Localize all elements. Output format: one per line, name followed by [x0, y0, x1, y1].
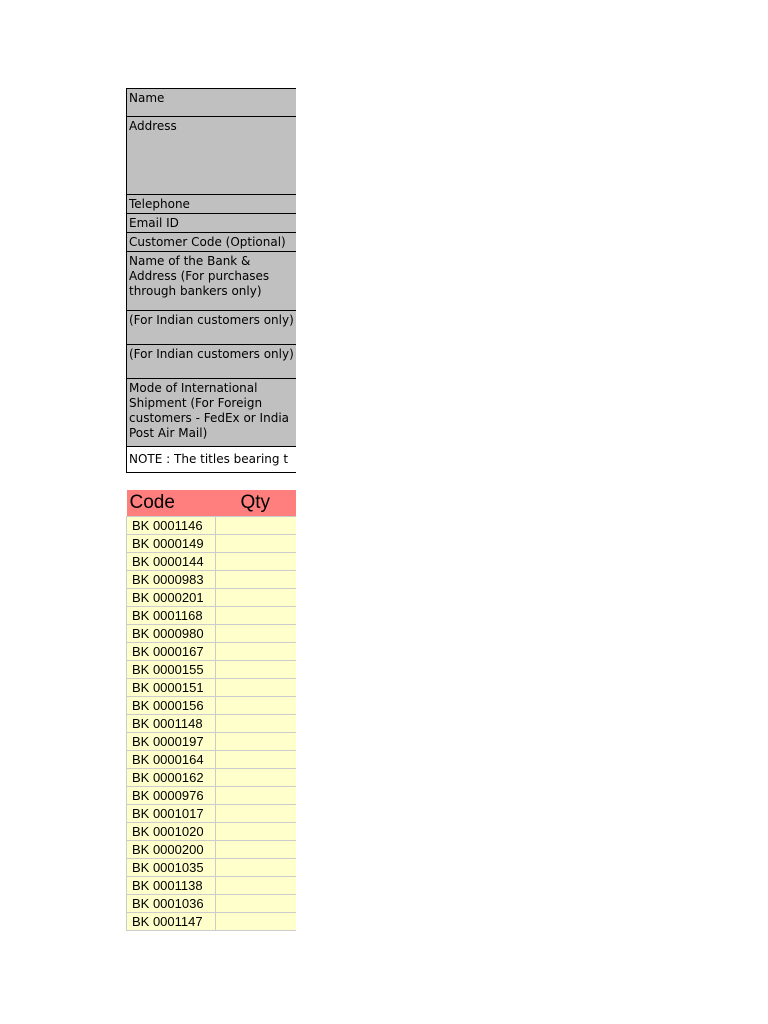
form-note: NOTE : The titles bearing t — [127, 447, 297, 473]
table-row — [127, 517, 297, 535]
book-code-cell: BK 0000162 — [127, 769, 216, 787]
book-code-cell: BK 0001138 — [127, 877, 216, 895]
table-row — [127, 643, 297, 661]
book-code-cell: BK 0001020 — [127, 823, 216, 841]
quantity-cell[interactable] — [216, 643, 297, 661]
column-header-qty: Qty — [216, 490, 297, 517]
quantity-cell[interactable] — [216, 553, 297, 571]
table-row — [127, 769, 297, 787]
book-code-cell: BK 0001146 — [127, 517, 216, 535]
quantity-cell[interactable] — [216, 517, 297, 535]
field-shipment-mode[interactable]: Mode of International Shipment (For Foreign customers - FedEx or India Post Air Mail) — [127, 379, 297, 447]
field-name[interactable]: Name — [127, 89, 297, 117]
quantity-cell[interactable] — [216, 733, 297, 751]
book-code-cell: BK 0001017 — [127, 805, 216, 823]
table-row — [127, 679, 297, 697]
book-code-cell: BK 0000164 — [127, 751, 216, 769]
quantity-cell[interactable] — [216, 535, 297, 553]
book-code-cell: BK 0000144 — [127, 553, 216, 571]
order-table-body — [127, 517, 297, 931]
table-row — [127, 913, 297, 931]
order-table — [126, 490, 296, 931]
table-row — [127, 859, 297, 877]
table-row — [127, 661, 297, 679]
quantity-cell[interactable] — [216, 607, 297, 625]
book-code-cell: BK 0001036 — [127, 895, 216, 913]
quantity-cell[interactable] — [216, 877, 297, 895]
field-customer-code[interactable]: Customer Code (Optional) — [127, 233, 297, 252]
quantity-cell[interactable] — [216, 913, 297, 931]
field-indian-customers-2[interactable]: (For Indian customers only) — [127, 345, 297, 379]
table-row — [127, 589, 297, 607]
table-row — [127, 697, 297, 715]
book-code-cell: BK 0000201 — [127, 589, 216, 607]
field-telephone[interactable]: Telephone — [127, 195, 297, 214]
table-row — [127, 877, 297, 895]
book-code-cell: BK 0001035 — [127, 859, 216, 877]
book-code-cell: BK 0001168 — [127, 607, 216, 625]
quantity-cell[interactable] — [216, 571, 297, 589]
quantity-cell[interactable] — [216, 697, 297, 715]
table-row — [127, 733, 297, 751]
field-address[interactable]: Address — [127, 117, 297, 195]
quantity-cell[interactable] — [216, 589, 297, 607]
quantity-cell[interactable] — [216, 715, 297, 733]
customer-details-form — [126, 88, 296, 473]
table-row — [127, 823, 297, 841]
table-row — [127, 571, 297, 589]
book-code-cell: BK 0000197 — [127, 733, 216, 751]
quantity-cell[interactable] — [216, 769, 297, 787]
table-row — [127, 553, 297, 571]
quantity-cell[interactable] — [216, 751, 297, 769]
quantity-cell[interactable] — [216, 679, 297, 697]
book-code-cell: BK 0000980 — [127, 625, 216, 643]
quantity-cell[interactable] — [216, 841, 297, 859]
quantity-cell[interactable] — [216, 895, 297, 913]
table-row — [127, 715, 297, 733]
quantity-cell[interactable] — [216, 661, 297, 679]
book-code-cell: BK 0001148 — [127, 715, 216, 733]
table-row — [127, 841, 297, 859]
book-code-cell: BK 0000200 — [127, 841, 216, 859]
book-code-cell: BK 0000167 — [127, 643, 216, 661]
book-code-cell: BK 0000976 — [127, 787, 216, 805]
table-row — [127, 895, 297, 913]
book-code-cell: BK 0000151 — [127, 679, 216, 697]
book-code-cell: BK 0000149 — [127, 535, 216, 553]
field-email[interactable]: Email ID — [127, 214, 297, 233]
quantity-cell[interactable] — [216, 823, 297, 841]
book-code-cell: BK 0001147 — [127, 913, 216, 931]
column-header-code: Code — [127, 490, 216, 517]
table-row — [127, 751, 297, 769]
quantity-cell[interactable] — [216, 787, 297, 805]
table-row — [127, 607, 297, 625]
table-row — [127, 787, 297, 805]
quantity-cell[interactable] — [216, 625, 297, 643]
book-code-cell: BK 0000156 — [127, 697, 216, 715]
table-row — [127, 805, 297, 823]
book-code-cell: BK 0000983 — [127, 571, 216, 589]
quantity-cell[interactable] — [216, 805, 297, 823]
field-bank-address[interactable]: Name of the Bank & Address (For purchases through bankers only) — [127, 252, 297, 311]
table-row — [127, 535, 297, 553]
book-code-cell: BK 0000155 — [127, 661, 216, 679]
order-table-header — [127, 490, 297, 517]
table-row — [127, 625, 297, 643]
quantity-cell[interactable] — [216, 859, 297, 877]
field-indian-customers-1[interactable]: (For Indian customers only) — [127, 311, 297, 345]
